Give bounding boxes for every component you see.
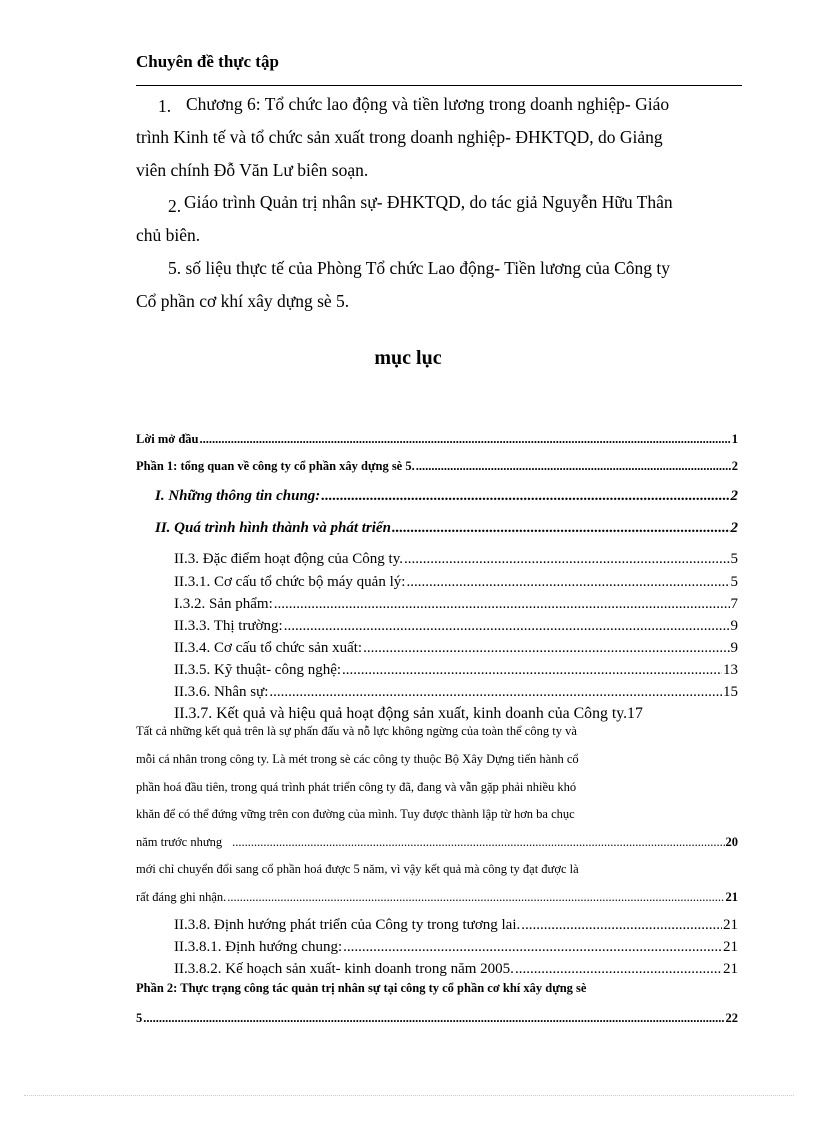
toc-leader [342, 662, 722, 679]
toc-leader [404, 551, 730, 568]
toc-entry-page: 21 [723, 917, 738, 933]
toc-entry[interactable] [174, 618, 738, 635]
reference-2-line-1: Giáo trình Quản trị nhân sự- ĐHKTQD, do tác giả Nguyễn Hữu Thân [184, 192, 673, 212]
toc-entry-label: II.3.6. Nhân sự: [174, 684, 269, 700]
toc-entry-label: I.3.2. Sản phẩm: [174, 596, 273, 612]
toc-entry[interactable] [136, 459, 738, 474]
toc-leader [406, 574, 729, 591]
toc-entry-page: 15 [723, 684, 738, 700]
toc-leader [343, 939, 722, 956]
toc-leader [232, 829, 724, 856]
toc-entry[interactable] [136, 884, 738, 911]
toc-entry-label: II.3.5. Kỹ thuật- công nghệ: [174, 662, 342, 678]
toc-entry-label: Phần 1: tổng quan về công ty cổ phần xây dựng sè 5. [136, 459, 415, 473]
toc-paragraph-line-6: mới chỉ chuyển đổi sang cổ phần hoá được 5 năm, vì vậy kết quả mà công ty đạt được là [136, 862, 579, 876]
toc-entry[interactable] [174, 917, 738, 934]
toc-entry-label: II.3.1. Cơ cấu tổ chức bộ máy quản lý: [174, 574, 406, 590]
toc-entry[interactable] [174, 961, 738, 978]
toc-leader [274, 596, 730, 613]
toc-entry-label: II.3.8. Định hướng phát triển của Công ty trong tương lai. [174, 917, 521, 933]
toc-entry[interactable] [174, 574, 738, 591]
toc-entry[interactable] [155, 520, 738, 537]
toc-leader [416, 459, 731, 474]
reference-2-line-2: chủ biên. [136, 225, 201, 245]
toc-entry[interactable] [174, 640, 738, 657]
toc-leader [227, 884, 724, 911]
toc-entry[interactable] [174, 551, 738, 568]
toc-entry-page: 5 [730, 574, 738, 590]
toc-entry-label: I. Những thông tin chung: [155, 488, 321, 504]
reference-2-number: 2. [168, 196, 182, 216]
toc-title: mục lục [374, 347, 442, 369]
toc-entry-page: 13 [723, 662, 738, 678]
toc-entry-label: II.3.8.1. Định hướng chung: [174, 939, 343, 955]
toc-entry-page: 21 [723, 939, 738, 955]
toc-entry-page: 7 [730, 596, 738, 612]
toc-entry-label: II.3. Đặc điểm hoạt động của Công ty. [174, 551, 403, 567]
toc-paragraph-line-3: phần hoá đầu tiên, trong quá trình phát triển công ty đã, đang và vẫn gặp phải nhiều khó [136, 780, 577, 794]
toc-entry[interactable] [136, 432, 738, 447]
toc-entry[interactable] [174, 684, 738, 701]
toc-entry-label: 5 [136, 1011, 143, 1025]
toc-leader [392, 520, 730, 537]
toc-leader [521, 917, 722, 934]
toc-leader [199, 432, 730, 447]
reference-1-number: 1. [158, 96, 172, 116]
toc-entry[interactable] [174, 662, 738, 679]
toc-paragraph-line-1: Tất cả những kết quả trên là sự phấn đấu và nỗ lực không ngừng của toàn thể công ty và [136, 724, 577, 738]
toc-entry-page: 2 [731, 459, 738, 473]
toc-entry-page: 17 [627, 705, 643, 722]
toc-entry-label: Lời mở đầu [136, 432, 199, 446]
toc-entry-label: II.3.7. Kết quả và hiệu quả hoạt động sản xuất, kinh doanh của Công ty. [174, 705, 628, 722]
reference-5-line-2: Cổ phần cơ khí xây dựng sè 5. [136, 291, 350, 311]
toc-entry-page: 9 [730, 640, 738, 656]
toc-leader [363, 640, 729, 657]
toc-entry-page: 2 [730, 488, 738, 504]
toc-paragraph-line-7: rất đáng ghi nhận. [136, 890, 227, 904]
toc-entry[interactable] [155, 488, 738, 505]
toc-leader [269, 684, 722, 701]
toc-entry-page: 20 [725, 835, 738, 849]
toc-entry-label: II.3.3. Thị trường: [174, 618, 283, 634]
toc-paragraph-line-2: mỗi cá nhân trong công ty. Là mét trong sè các công ty thuộc Bộ Xây Dựng tiến hành cổ [136, 752, 579, 766]
toc-entry-part2-line-1: Phần 2: Thực trạng công tác quản trị nhân sự tại công ty cổ phần cơ khí xây dựng sè [136, 981, 587, 995]
toc-leader [321, 488, 729, 505]
toc-entry-page: 9 [730, 618, 738, 634]
toc-entry[interactable] [136, 1011, 738, 1026]
reference-1-line-1: Chương 6: Tổ chức lao động và tiền lương trong doanh nghiệp- Giáo [186, 94, 670, 114]
toc-entry-page: 21 [723, 961, 738, 977]
toc-entry-label: II.3.8.2. Kế hoạch sản xuất- kinh doanh trong năm 2005. [174, 961, 514, 977]
reference-5-line-1: 5. số liệu thực tế của Phòng Tổ chức Lao động- Tiền lương của Công ty [168, 258, 671, 278]
toc-entry-page: 5 [730, 551, 738, 567]
header-divider [136, 85, 742, 86]
reference-1-line-3: viên chính Đỗ Văn Lư biên soạn. [136, 160, 369, 180]
toc-entry[interactable] [174, 596, 738, 613]
toc-entry-page: 1 [731, 432, 738, 446]
toc-entry-label: II.3.4. Cơ cấu tổ chức sản xuất: [174, 640, 363, 656]
toc-leader [143, 1011, 724, 1026]
page-header-title: Chuyên đề thực tập [136, 52, 279, 71]
toc-paragraph-line-5: năm trước nhưng [136, 835, 223, 849]
toc-entry[interactable] [136, 829, 738, 856]
toc-paragraph-line-4: khăn để có thể đứng vững trên con đường của mình. Tuy được thành lập từ hơn ba chục [136, 807, 575, 821]
toc-leader [284, 618, 730, 635]
toc-leader [515, 961, 722, 978]
toc-entry-page: 2 [730, 520, 738, 536]
reference-1-line-2: trình Kinh tế và tổ chức sản xuất trong doanh nghiệp- ĐHKTQD, do Giảng [136, 127, 663, 147]
toc-entry-label: II. Quá trình hình thành và phát triển [155, 520, 391, 536]
toc-entry-page: 22 [725, 1011, 738, 1025]
toc-entry[interactable] [174, 939, 738, 956]
toc-entry-page: 21 [725, 890, 738, 904]
page-bottom-rule [24, 1095, 794, 1096]
